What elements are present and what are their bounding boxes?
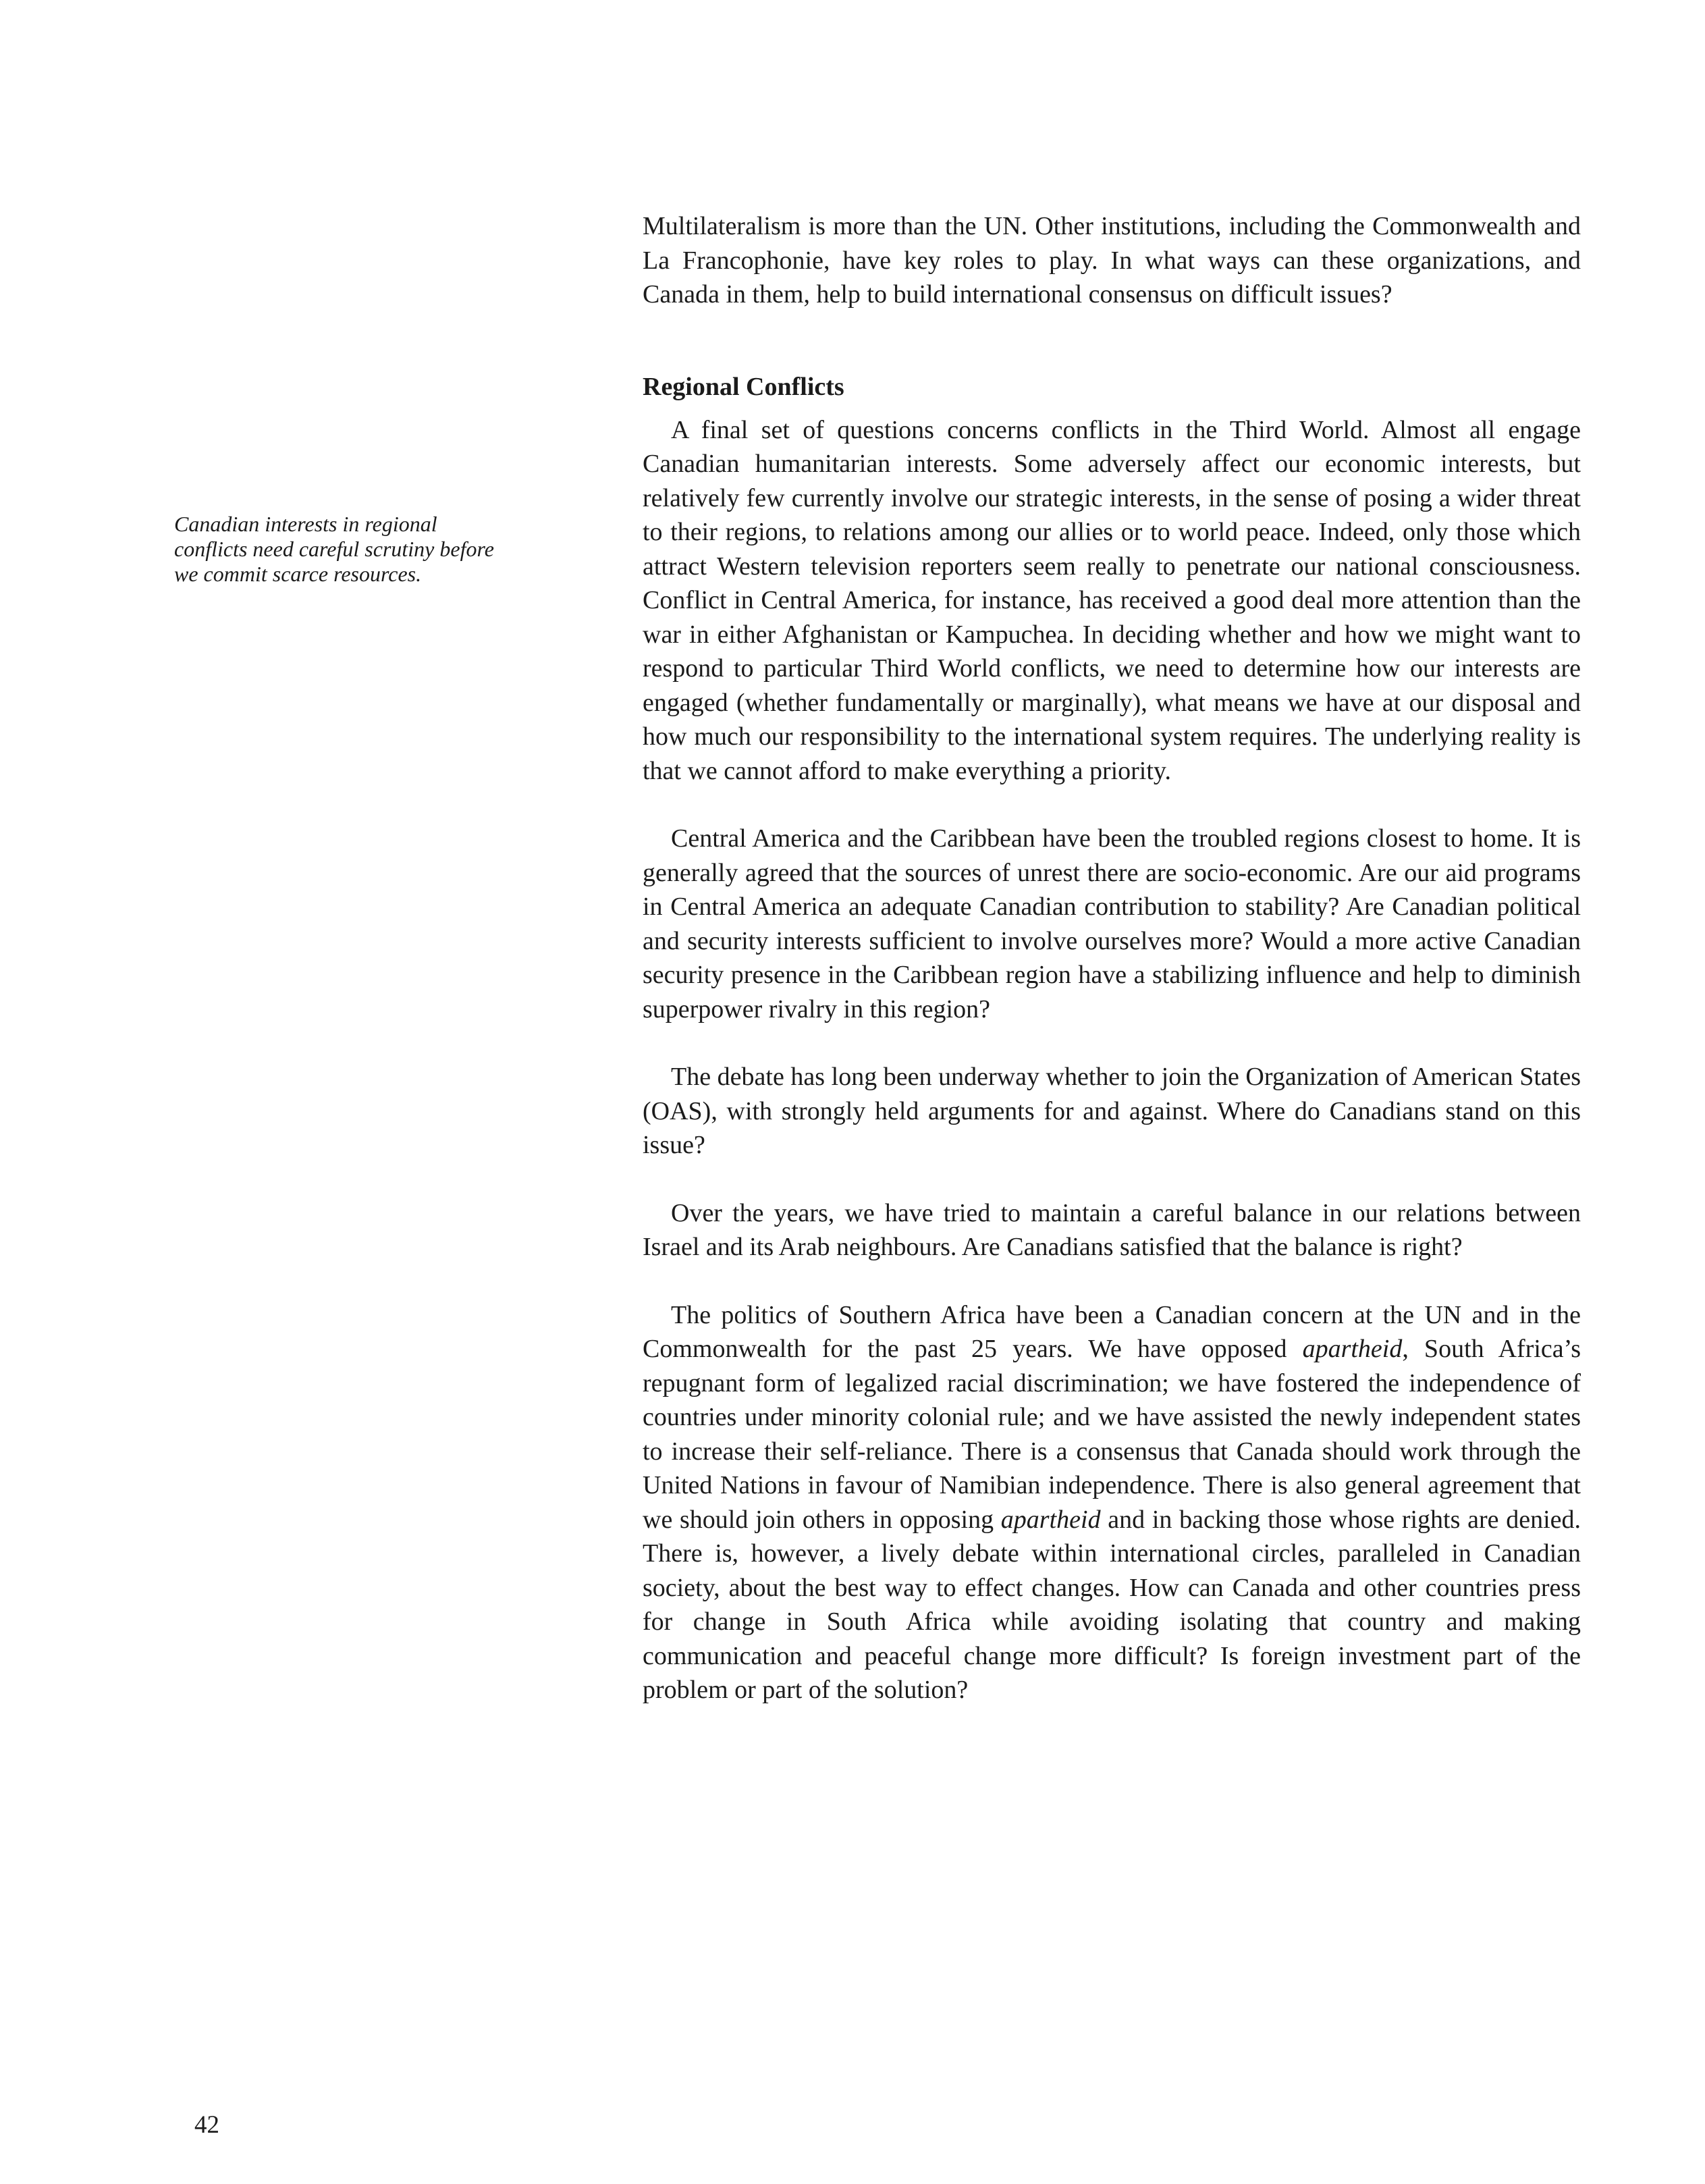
paragraph-oas: The debate has long been underway whether to join the Organization of American States (OAS), with strongly held arguments for and against. Where do Canadians stand on this issue? <box>643 1063 1581 1159</box>
paragraph-third-world-conflicts: A final set of questions concerns conflicts in the Third World. Almost all engage Canadian humanitarian interests. Some adversely affect our economic interests, but relatively few currently involve our strategic interests, in the sense of posing a wider threat to their regions, to relations among our allies or to world peace. Indeed, only those which attract Western television reporters seem really to penetrate our national consciousness. Conflict in Central America, for instance, has received a good deal more attention than the war in either Afghanistan or Kampuchea. In deciding whether and how we might want to respond to particular Third World conflicts, we need to determine how our interests are engaged (whether fundamentally or marginally), what means we have at our disposal and how much our responsibility to the international system requires. The underlying reality is that we cannot afford to make everything a priority. <box>643 415 1581 785</box>
margin-note: Canadian interests in regional conflicts need careful scrutiny before we commit scarce resources. <box>174 512 494 586</box>
intro-paragraph: Multilateralism is more than the UN. Other institutions, including the Commonwealth and La Francophonie, have key roles to play. In what ways can these organizations, and Canada in them, help to build international consensus on difficult issues? <box>643 212 1581 309</box>
paragraph-middle-east: Over the years, we have tried to maintain a careful balance in our relations between Israel and its Arab neighbours. Are Canadians satisfied that the balance is right? <box>643 1198 1581 1261</box>
page-number: 42 <box>194 2111 219 2139</box>
southern-africa-text-1: The politics of Southern Africa have been a Canadian concern at the UN and in the Commonwealth for the past 25 years. We have opposed <box>643 1300 1581 1363</box>
section-heading: Regional Conflicts <box>643 372 844 401</box>
southern-africa-text-2: , South Africa’s repugnant form of legalized racial discrimination; we have fostered the independence of countries under minority colonial rule; and we have assisted the newly independent states to increase their self-reliance. There is a consensus that Canada should work through the United Nations in favour of Namibian independence. There is also general agreement that we should join others in opposing <box>643 1335 1581 1534</box>
southern-africa-text-3: and in backing those whose rights are denied. There is, however, a lively debate within international circles, paralleled in Canadian society, about the best way to effect changes. How can Canada and other countries press for change in South Africa while avoiding isolating that country and making communication and peaceful change more difficult? Is foreign investment part of the problem or part of the solution? <box>643 1505 1581 1704</box>
apartheid-term: apartheid <box>1000 1505 1101 1534</box>
paragraph-southern-africa <box>643 1298 1581 1707</box>
main-text-column <box>643 209 1581 1707</box>
apartheid-term: apartheid <box>1302 1335 1403 1363</box>
paragraph-central-america: Central America and the Caribbean have been the troubled regions closest to home. It is generally agreed that the sources of unrest there are socio-economic. Are our aid programs in Central America an adequate Canadian contribution to stability? Are Canadian political and security interests sufficient to involve ourselves more? Would a more active Canadian security presence in the Caribbean region have a stabilizing influence and help to diminish superpower rivalry in this region? <box>643 824 1581 1023</box>
